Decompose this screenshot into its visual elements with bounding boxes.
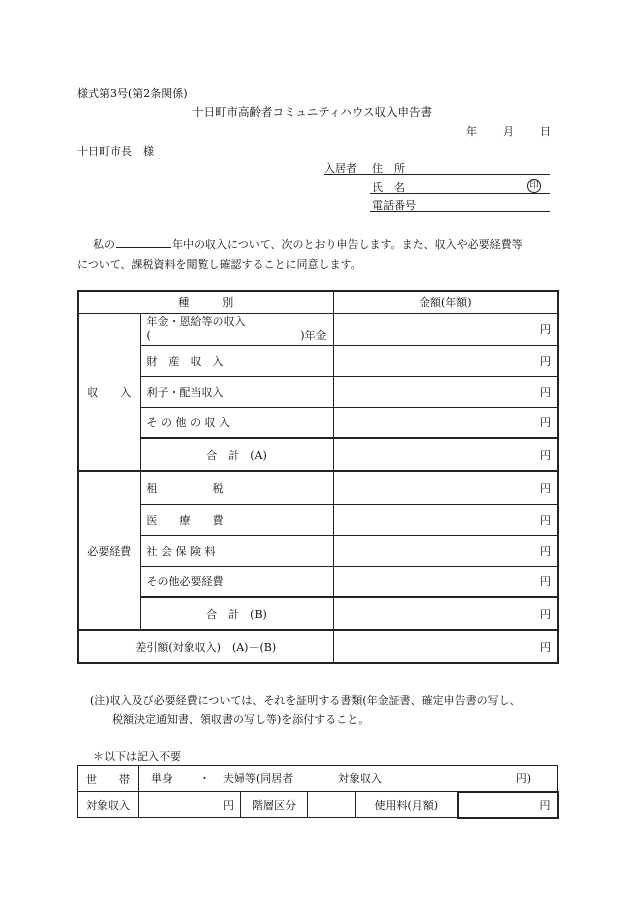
table-row (78, 504, 558, 535)
table-row (78, 407, 558, 438)
expenses-section-label: 必要経費 (78, 471, 140, 630)
income-table (77, 290, 559, 664)
office-use-heading: ＊以下は記入不要 (93, 750, 181, 763)
separator-dot: ・ (199, 772, 210, 786)
other-expense-amount[interactable]: 円 (333, 566, 558, 597)
property-income-label: 財 産 収 入 (140, 345, 333, 376)
date-day-label: 日 (540, 125, 551, 138)
difference-amount[interactable]: 円 (333, 630, 558, 663)
household-row (78, 766, 558, 792)
difference-label: 差引額(対象収入) (A)－(B) (78, 630, 333, 663)
seal-mark: 印 (527, 178, 541, 193)
other-income-label: そ の 他 の 収 入 (140, 407, 333, 438)
couple-option[interactable]: 夫婦等(同居者 (223, 772, 294, 786)
addressee: 十日町市長 様 (77, 145, 154, 158)
resident-label: 入居者 (324, 162, 357, 175)
single-option[interactable]: 単身 (151, 772, 173, 786)
pension-income-label: 年金・恩給等の収入 ( )年金 (140, 313, 333, 345)
phone-label: 電話番号 (372, 199, 416, 212)
tax-label: 租 税 (140, 471, 333, 504)
name-field[interactable] (370, 193, 550, 194)
name-label: 氏 名 (372, 181, 405, 194)
medical-expense-label: 医 療 費 (140, 504, 333, 535)
fee-amount[interactable]: 円 (458, 792, 558, 818)
note-line2: 税額決定通知書、領収書の写し等)を添付すること。 (112, 713, 370, 726)
household-income-label: 対象収入 (338, 772, 382, 786)
table-row (78, 535, 558, 566)
household-label: 世 帯 (78, 766, 139, 792)
office-table (77, 765, 559, 819)
address-field[interactable] (324, 174, 550, 175)
office-detail-row (78, 792, 558, 818)
header-amount: 金額(年額) (333, 291, 558, 313)
social-insurance-amount[interactable]: 円 (333, 535, 558, 566)
pension-income-amount[interactable]: 円 (333, 313, 558, 345)
other-expense-label: その他必要経費 (140, 566, 333, 597)
target-income-label: 対象収入 (78, 792, 139, 818)
table-row (78, 630, 558, 663)
statement-line1: 年中の収入について、次のとおり申告します。また、収入や必要経費等 (172, 238, 523, 251)
household-field[interactable] (139, 766, 558, 792)
interest-income-amount[interactable]: 円 (333, 376, 558, 407)
income-total-label: 合 計 (A) (140, 438, 333, 471)
income-section-label: 収 入 (78, 313, 140, 471)
header-category: 種 別 (78, 291, 333, 313)
table-row (78, 345, 558, 376)
expense-total-amount[interactable]: 円 (333, 597, 558, 630)
other-income-amount[interactable]: 円 (333, 407, 558, 438)
statement-prefix: 私の (93, 238, 115, 251)
table-row (78, 376, 558, 407)
table-row (78, 566, 558, 597)
target-income-amount[interactable]: 円 (139, 792, 241, 818)
address-label: 住 所 (372, 162, 405, 175)
table-row (78, 313, 558, 345)
table-row (78, 471, 558, 504)
tier-field[interactable] (308, 792, 356, 818)
date-year-label: 年 (466, 125, 477, 138)
statement-line2: について、課税資料を閲覧し確認することに同意します。 (77, 258, 362, 271)
year-field[interactable] (116, 247, 171, 248)
phone-field[interactable] (370, 211, 550, 212)
expense-total-label: 合 計 (B) (140, 597, 333, 630)
household-income-yen: 円) (515, 772, 532, 786)
tier-label: 階層区分 (241, 792, 308, 818)
tax-amount[interactable]: 円 (333, 471, 558, 504)
table-row (78, 597, 558, 630)
interest-income-label: 利子・配当収入 (140, 376, 333, 407)
date-month-label: 月 (503, 125, 514, 138)
note-line1: (注)収入及び必要経費については、それを証明する書類(年金証書、確定申告書の写し、 (90, 694, 521, 707)
table-row (78, 438, 558, 471)
table-header-row (78, 291, 558, 313)
property-income-amount[interactable]: 円 (333, 345, 558, 376)
social-insurance-label: 社 会 保 険 料 (140, 535, 333, 566)
form-number: 様式第3号(第2条関係) (77, 87, 188, 100)
income-total-amount[interactable]: 円 (333, 438, 558, 471)
fee-label: 使用料(月額) (356, 792, 458, 818)
medical-expense-amount[interactable]: 円 (333, 504, 558, 535)
document-title: 十日町市高齢者コミュニティハウス収入申告書 (192, 105, 433, 119)
